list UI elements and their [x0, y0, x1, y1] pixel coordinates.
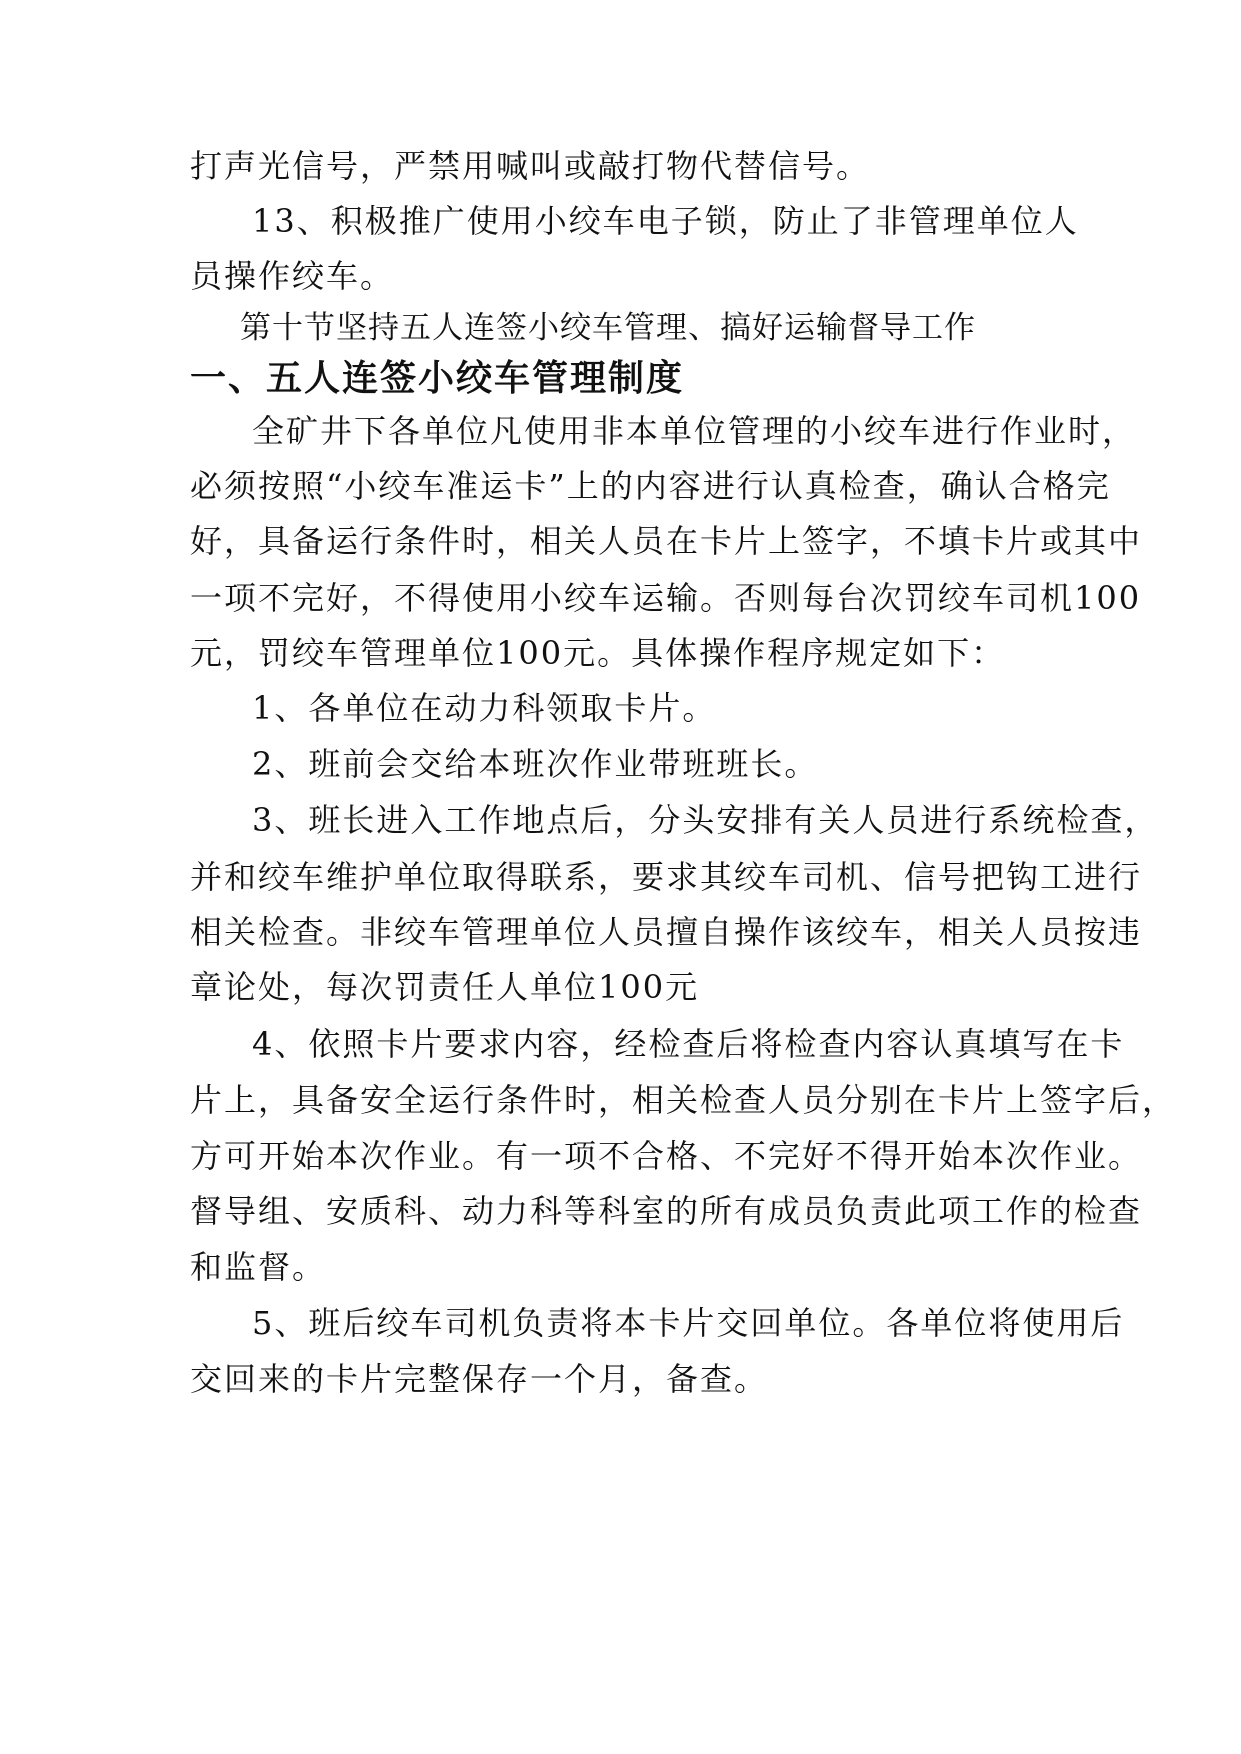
paragraph-line: 督导组、安质科、动力科等科室的所有成员负责此项工作的检查 [190, 1192, 1143, 1230]
paragraph-line: 元，罚绞车管理单位100元。具体操作程序规定如下： [190, 634, 1006, 672]
paragraph-line: 全矿井下各单位凡使用非本单位管理的小绞车进行作业时， [252, 412, 1137, 450]
paragraph-line: 方可开始本次作业。有一项不合格、不完好不得开始本次作业。 [190, 1137, 1143, 1175]
paragraph-line: 员操作绞车。 [190, 257, 395, 295]
list-item: 3、班长进入工作地点后，分头安排有关人员进行系统检查， [252, 801, 1159, 839]
paragraph-line: 交回来的卡片完整保存一个月，备查。 [190, 1360, 769, 1398]
paragraph-line: 好，具备运行条件时，相关人员在卡片上签字，不填卡片或其中 [190, 522, 1143, 560]
list-item: 5、班后绞车司机负责将本卡片交回单位。各单位将使用后 [252, 1304, 1125, 1342]
list-item: 2、班前会交给本班次作业带班班长。 [252, 745, 819, 783]
list-item: 4、依照卡片要求内容，经检查后将检查内容认真填写在卡 [252, 1025, 1125, 1063]
paragraph-line: 和监督。 [190, 1248, 327, 1286]
list-item: 1、各单位在动力科领取卡片。 [252, 689, 717, 727]
paragraph-line: 相关检查。非绞车管理单位人员擅自操作该绞车，相关人员按违 [190, 913, 1143, 951]
paragraph-line: 并和绞车维护单位取得联系，要求其绞车司机、信号把钩工进行 [190, 858, 1143, 896]
paragraph-line: 章论处，每次罚责任人单位100元 [190, 968, 700, 1006]
paragraph-line: 一项不完好，不得使用小绞车运输。否则每台次罚绞车司机100 [190, 579, 1142, 617]
paragraph-line: 片上，具备安全运行条件时，相关检查人员分别在卡片上签字后， [190, 1081, 1177, 1119]
section-title: 第十节坚持五人连签小绞车管理、搞好运输督导工作 [240, 310, 976, 346]
paragraph-line: 13、积极推广使用小绞车电子锁，防止了非管理单位人 [252, 202, 1079, 240]
chapter-heading: 一、五人连签小绞车管理制度 [190, 357, 685, 399]
paragraph-line: 打声光信号，严禁用喊叫或敲打物代替信号。 [190, 147, 871, 185]
paragraph-line: 必须按照“小绞车准运卡”上的内容进行认真检查，确认合格完 [190, 467, 1111, 505]
